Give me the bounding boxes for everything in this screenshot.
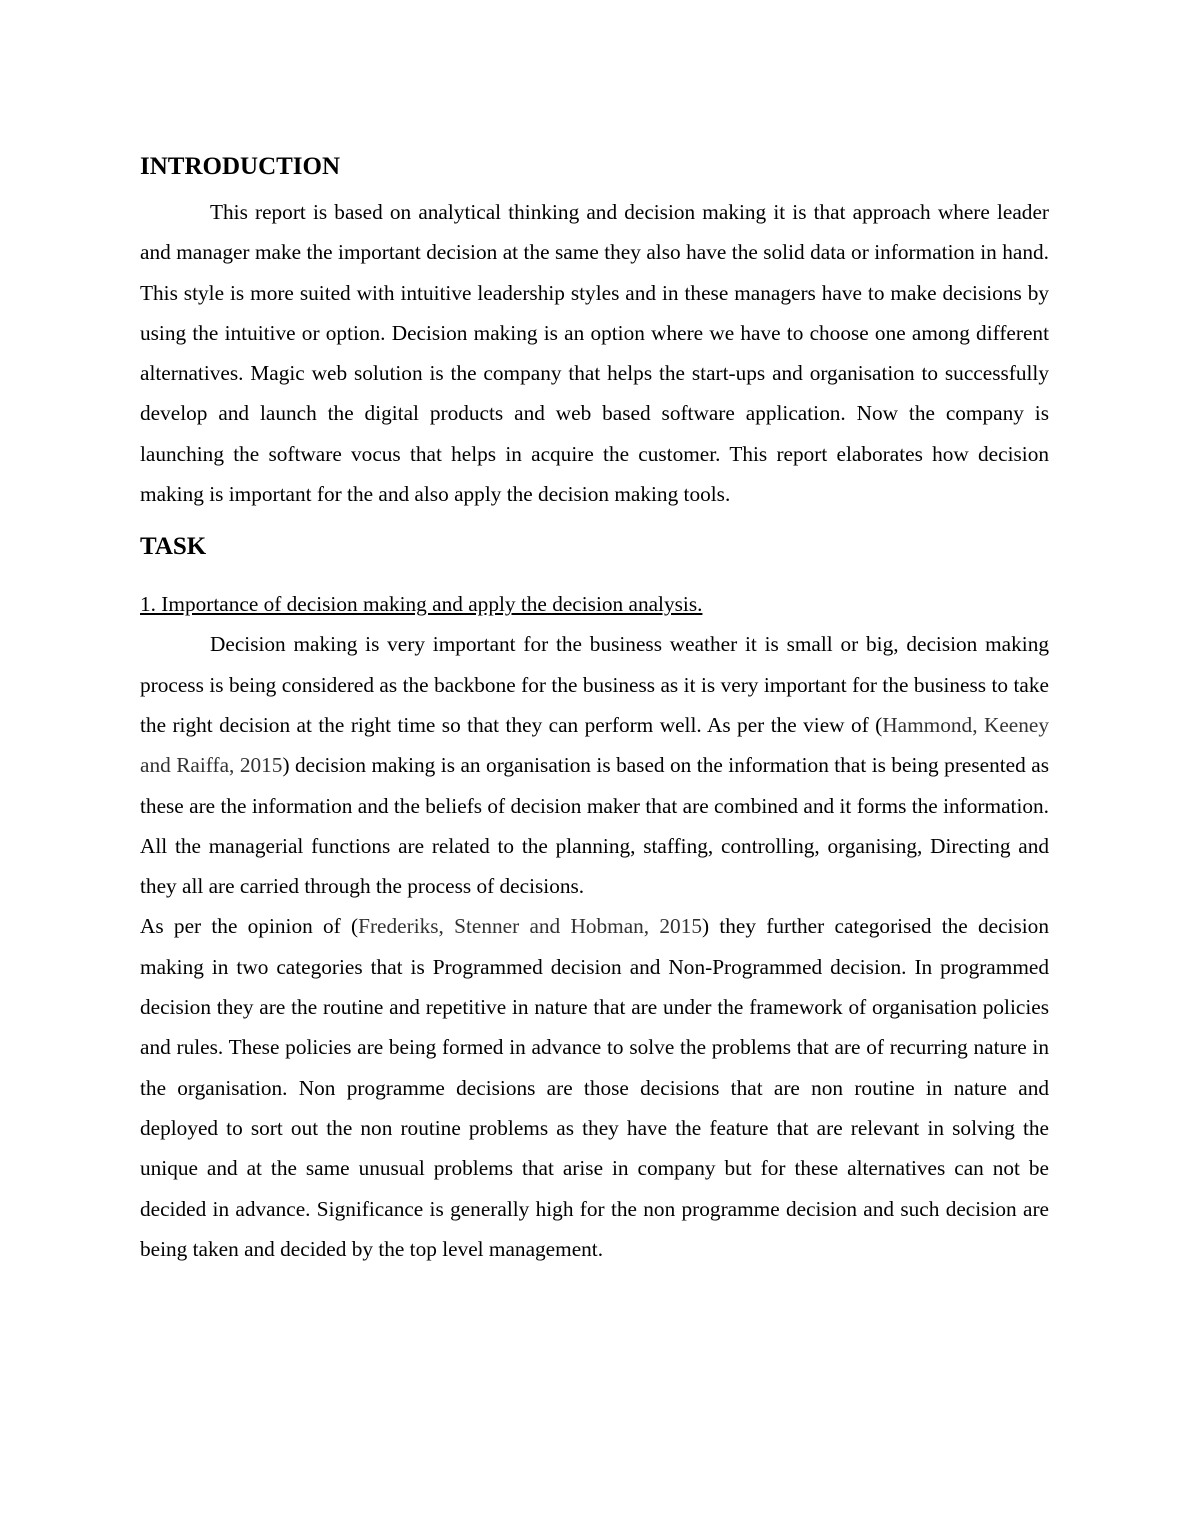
task-paragraph-2 — [140, 906, 1049, 1269]
paragraph-text: ) they further categorised the decision making in two categories that is Programmed decision and Non-Programmed decision. In programmed decision they are the routine and repetitive in nature that are under the framework of organisation policies and rules. These policies are being formed in advance to solve the problems that are of recurring nature in the organisation. Non programme decisions are those decisions that are non routine in nature and deployed to sort out the non routine problems as they have the feature that are relevant in solving the unique and at the same unusual problems that arise in company but for these alternatives can not be decided in advance. Significance is generally high for the non programme decision and such decision are being taken and decided by the top level management. — [140, 914, 1049, 1261]
citation: Hammond, Keeney and Raiffa, 2015 — [140, 712, 1049, 778]
task-heading: TASK — [140, 533, 207, 561]
task-paragraph-1 — [140, 624, 1049, 906]
paragraph-text: As per the opinion of ( — [140, 914, 359, 939]
introduction-heading: INTRODUCTION — [140, 153, 341, 180]
introduction-paragraph: This report is based on analytical thinking and decision making it is that approach where leader and manager make the important decision at the same they also have the solid data or information in hand. This style is more suited with intuitive leadership styles and in these managers have to make decisions by using the intuitive or option. Decision making is an option where we have to choose one among different alternatives. Magic web solution is the company that helps the start-ups and organisation to successfully develop and launch the digital products and web based software application. Now the company is launching the software vocus that helps in acquire the customer. This report elaborates how decision making is important for the and also apply the decision making tools. — [140, 200, 1049, 507]
paragraph-text: ) decision making is an organisation is based on the information that is being presented as these are the information and the beliefs of decision maker that are combined and it forms the information. All the managerial functions are related to the planning, staffing, controlling, organising, Directing and they all are carried through the process of decisions. — [140, 753, 1049, 899]
paragraph-text: Decision making is very important for the business weather it is small or big, decision making process is being considered as the backbone for the business as it is very important for the business to take the right decision at the right time so that they can perform well. As per the view of ( — [140, 632, 1049, 737]
citation: Frederiks, Stenner and Hobman, 2015 — [358, 914, 702, 939]
document-page — [140, 148, 1049, 1269]
task-subheading: 1. Importance of decision making and apply the decision analysis. — [140, 592, 703, 617]
